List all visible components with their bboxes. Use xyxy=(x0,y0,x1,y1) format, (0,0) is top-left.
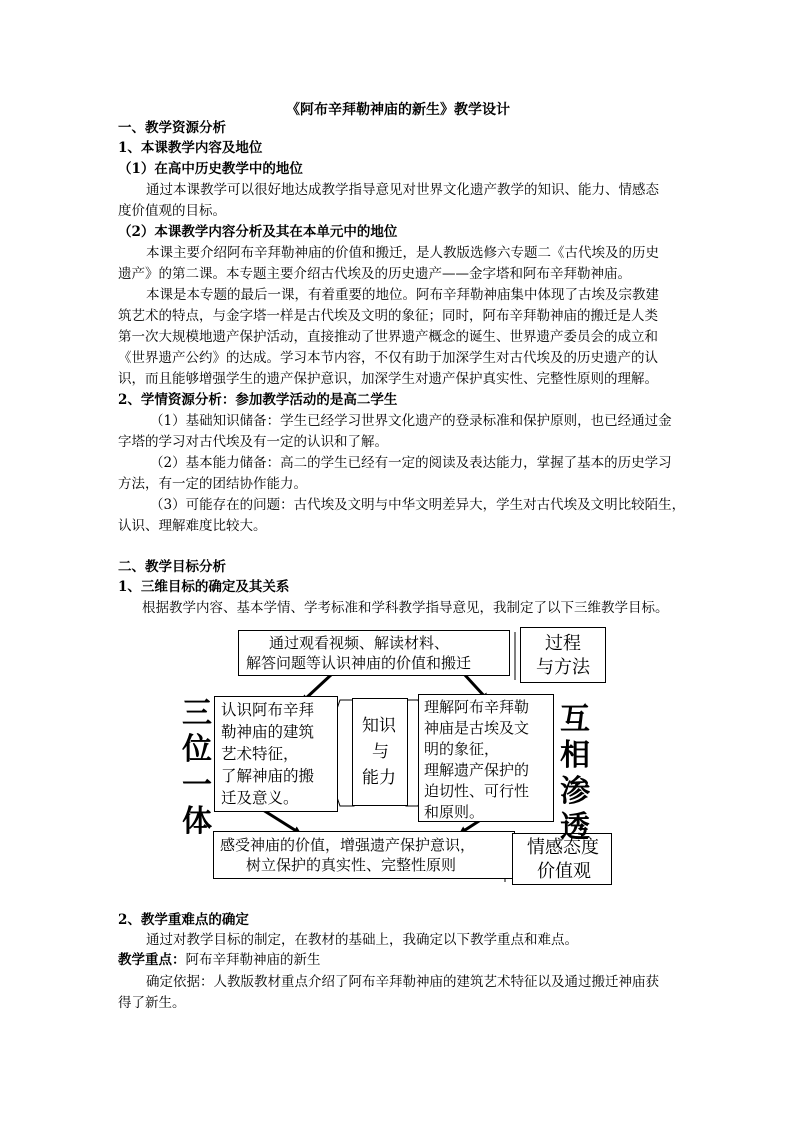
paragraph-line: 字塔的学习对古代埃及有一定的认识和了解。 xyxy=(118,434,388,450)
trinity-char-3: 一 xyxy=(182,768,212,803)
diagram-text: 勒神庙的建筑 xyxy=(221,723,315,741)
paragraph-line: 根据教学内容、基本学情、学考标准和学科教学指导意见，我制定了以下三维教学目标。 xyxy=(142,600,669,616)
paragraph-line: 通过对教学目标的制定，在教材的基础上，我确定以下教学重点和难点。 xyxy=(146,932,578,948)
diagram-text: 神庙是古埃及文 xyxy=(424,719,530,737)
paragraph-line: （1）基础知识储备：学生已经学习世界文化遗产的登录标准和保护原则，也已经通过金 xyxy=(150,413,672,429)
trinity-char-2: 位 xyxy=(182,732,212,767)
section-2-sub-2: 2、教学重难点的确定 xyxy=(118,912,249,928)
diagram-text: 明的象征， xyxy=(424,740,500,758)
diagram-text: 和原则。 xyxy=(424,803,485,821)
document-title: 《阿布辛拜勒神庙的新生》教学设计 xyxy=(286,102,510,118)
paragraph-line: 认识、理解难度比较大。 xyxy=(118,518,267,534)
emotion-values-box xyxy=(213,831,515,879)
diagram-text: 情感态度 xyxy=(527,837,599,858)
subsection-heading-2: （2）本课教学内容分析及其在本单元中的地位 xyxy=(118,224,398,240)
paragraph-line: 方法，有一定的团结协作能力。 xyxy=(118,476,307,492)
paragraph-line: 通过本课教学可以很好地达成教学指导意见对世界文化遗产教学的知识、能力、情感态 xyxy=(146,182,659,198)
diagram-text: 通过观看视频、解读材料、 xyxy=(269,634,450,652)
process-method-box xyxy=(238,630,510,676)
arrow-bottom-left xyxy=(263,810,298,832)
focus-line xyxy=(118,950,678,970)
process-method-tag xyxy=(520,627,606,683)
paragraph-line: 识，而且能够增强学生的遗产保护意识，加深学生对遗产保护真实性、完整性原则的理解。 xyxy=(118,371,658,387)
focus-label: 教学重点： xyxy=(118,952,186,968)
section-2-heading: 二、教学目标分析 xyxy=(118,559,226,575)
diagram-text: 过程 xyxy=(545,633,581,654)
paragraph-line: （2）基本能力储备：高二的学生已经有一定的阅读及表达能力，掌握了基本的历史学习 xyxy=(150,455,672,471)
subsection-heading-1: （1）在高中历史教学中的地位 xyxy=(118,161,303,177)
paragraph-line: 本课主要介绍阿布辛拜勒神庙的价值和搬迁，是人教版选修六专题二《古代埃及的历史 xyxy=(146,245,659,261)
knowledge-left-box xyxy=(214,696,338,812)
diagram-text: 理解遗产保护的 xyxy=(424,761,530,779)
diagram-text: 与 xyxy=(372,742,389,762)
diagram-text: 理解阿布辛拜勒 xyxy=(424,698,530,716)
paragraph-line: 确定依据：人教版教材重点介绍了阿布辛拜勒神庙的建筑艺术特征以及通过搬迁神庙获 xyxy=(146,974,659,990)
paragraph-line: 本课是本专题的最后一课，有着重要的地位。阿布辛拜勒神庙集中体现了古埃及宗教建 xyxy=(146,287,659,303)
paragraph-line: 度价值观的目标。 xyxy=(118,203,226,219)
section-2-sub-1: 1、三维目标的确定及其关系 xyxy=(118,579,290,595)
knowledge-right-box xyxy=(418,694,554,822)
focus-value: 阿布辛拜勒神庙的新生 xyxy=(185,952,321,968)
diagram-text: 了解神庙的搬 xyxy=(221,767,315,785)
diagram-text: 感受神庙的价值，增强遗产保护意识， xyxy=(220,836,476,854)
paragraph-line: 第一次大规模地遗产保护活动，直接推动了世界遗产概念的诞生、世界遗产委员会的成立和 xyxy=(118,329,658,345)
diagram-text: 树立保护的真实性、完整性原则 xyxy=(246,856,457,874)
interpenetrate-char-3: 渗 xyxy=(560,774,590,809)
diagram-text: 知识 xyxy=(362,716,396,736)
diagram-text: 艺术特征， xyxy=(221,745,299,763)
diagram-text: 与方法 xyxy=(536,657,590,678)
paragraph-line: （3）可能存在的问题：古代埃及文明与中华文明差异大，学生对古代埃及文明比较陌生， xyxy=(150,497,686,513)
interpenetrate-char-1: 互 xyxy=(560,702,590,737)
paragraph-line: 《世界遗产公约》的达成。学习本节内容，不仅有助于加深学生对古代埃及的历史遗产的认 xyxy=(118,350,658,366)
paragraph-line: 遗产》的第二课。本专题主要介绍古代埃及的历史遗产——金字塔和阿布辛拜勒神庙。 xyxy=(118,266,631,282)
diagram-text: 解答问题等认识神庙的价值和搬迁 xyxy=(246,654,472,672)
diagram-text: 价值观 xyxy=(537,861,591,882)
trinity-char-1: 三 xyxy=(182,696,212,731)
trinity-char-4: 体 xyxy=(182,804,212,839)
diagram-text: 能力 xyxy=(362,768,396,788)
section-1-sub-1: 1、本课教学内容及地位 xyxy=(118,140,263,156)
diagram-text: 迫切性、可行性 xyxy=(424,782,530,800)
diagram-text: 迁及意义。 xyxy=(221,789,299,807)
diagram-text: 认识阿布辛拜 xyxy=(221,701,315,719)
knowledge-ability-box xyxy=(352,698,408,806)
paragraph-line: 筑艺术的特点，与金字塔一样是古代埃及文明的象征；同时，阿布辛拜勒神庙的搬迁是人类 xyxy=(118,308,658,324)
paragraph-line: 得了新生。 xyxy=(118,995,186,1011)
interpenetrate-char-4: 透 xyxy=(560,810,590,845)
section-1-sub-2: 2、学情资源分析：参加教学活动的是高二学生 xyxy=(118,392,398,408)
interpenetrate-char-2: 相 xyxy=(560,738,590,773)
section-1-heading: 一、教学资源分析 xyxy=(118,120,226,136)
